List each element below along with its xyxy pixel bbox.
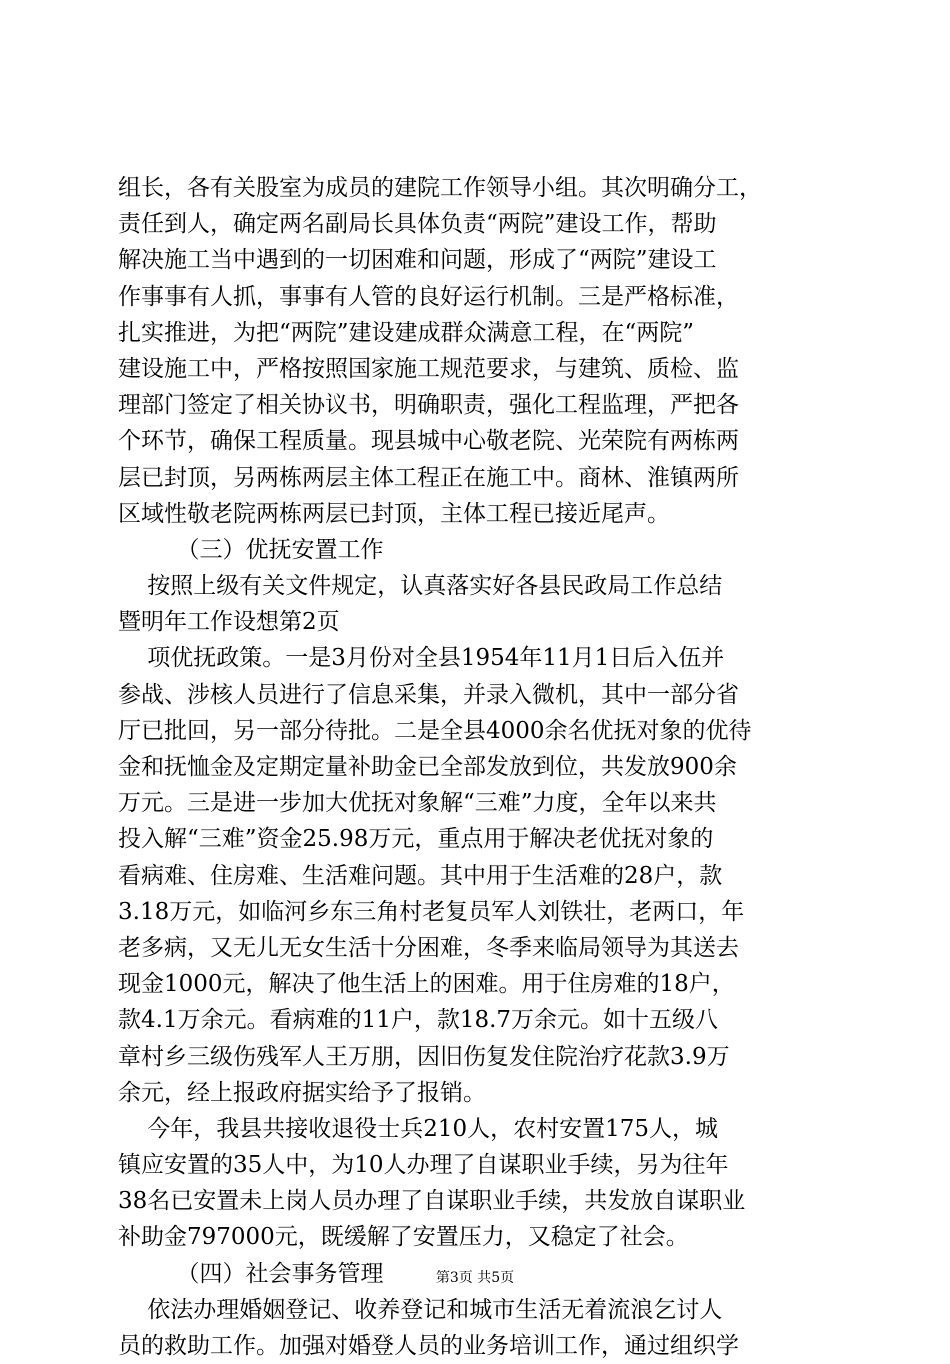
text-line: 万元。三是进一步加大优抚对象解“三难”力度，全年以来共 xyxy=(118,790,717,817)
text-line: 补助金797000元，既缓解了安置压力，又稳定了社会。 xyxy=(118,1224,689,1251)
text-line: 暨明年工作设想第2页 xyxy=(118,609,340,636)
text-line: 组长，各有关股室为成员的建院工作领导小组。其次明确分工， xyxy=(118,175,762,201)
text-line: 3.18万元，如临河乡东三角村老复员军人刘铁壮，老两口，年 xyxy=(118,898,745,925)
text-line: 项优抚政策。一是3月份对全县1954年11月1日后入伍并 xyxy=(118,645,725,672)
text-line: 按照上级有关文件规定，认真落实好各县民政局工作总结 xyxy=(118,573,723,600)
page-footer: 第3页 共5页 xyxy=(435,1270,515,1286)
text-line: 理部门签定了相关协议书，明确职责，强化工程监理，严把各 xyxy=(118,392,739,419)
text-line: 建设施工中，严格按照国家施工规范要求，与建筑、质检、监 xyxy=(118,355,739,382)
text-line: 金和抚恤金及定期定量补助金已全部发放到位，共发放900余 xyxy=(118,754,737,780)
text-line: 余元，经上报政府据实给予了报销。 xyxy=(118,1079,486,1106)
text-line: 今年，我县共接收退役士兵210人，农村安置175人，城 xyxy=(118,1115,719,1142)
text-line: 款4.1万余元。看病难的11户，款18.7万余元。如十五级八 xyxy=(118,1007,719,1034)
text-line: 参战、涉核人员进行了信息采集，并录入微机，其中一部分省 xyxy=(118,681,739,708)
text-line: 作事事有人抓，事事有人管的良好运行机制。三是严格标准， xyxy=(118,283,739,310)
text-line: 解决施工当中遇到的一切困难和问题，形成了“两院”建设工 xyxy=(118,247,717,274)
text-line: 个环节，确保工程质量。现县城中心敬老院、光荣院有两栋两 xyxy=(118,428,739,455)
text-line: 责任到人，确定两名副局长具体负责“两院”建设工作，帮助 xyxy=(118,211,717,238)
text-line: 区域性敬老院两栋两层已封顶，主体工程已接近尾声。 xyxy=(118,500,670,527)
section-heading: （四）社会事务管理 xyxy=(118,1260,384,1287)
text-line: 老多病，又无儿无女生活十分困难，冬季来临局领导为其送去 xyxy=(118,934,739,961)
text-line: 层已封顶，另两栋两层主体工程正在施工中。商林、淮镇两所 xyxy=(118,464,739,491)
text-line: 员的救助工作。加强对婚登人员的业务培训工作，通过组织学 xyxy=(118,1333,739,1359)
text-line: 章村乡三级伤残军人王万朋，因旧伤复发住院治疗花款3.9万 xyxy=(118,1043,730,1070)
text-line: 38名已安置未上岗人员办理了自谋职业手续，共发放自谋职业 xyxy=(118,1188,746,1215)
text-line: 看病难、住房难、生活难问题。其中用于生活难的28户，款 xyxy=(118,862,723,889)
text-line: 厅已批回，另一部分待批。二是全县4000余名优抚对象的优待 xyxy=(118,717,752,744)
text-line: 镇应安置的35人中，为10人办理了自谋职业手续，另为往年 xyxy=(118,1152,729,1179)
section-heading: （三）优抚安置工作 xyxy=(118,536,384,563)
document-body xyxy=(118,170,838,1364)
text-line: 投入解“三难”资金25.98万元，重点用于解决老优抚对象的 xyxy=(118,826,714,853)
text-line: 扎实推进，为把“两院”建设建成群众满意工程，在“两院” xyxy=(118,319,695,346)
text-line: 现金1000元，解决了他生活上的困难。用于住房难的18户， xyxy=(118,971,735,998)
text-line: 依法办理婚姻登记、收养登记和城市生活无着流浪乞讨人 xyxy=(118,1296,723,1323)
